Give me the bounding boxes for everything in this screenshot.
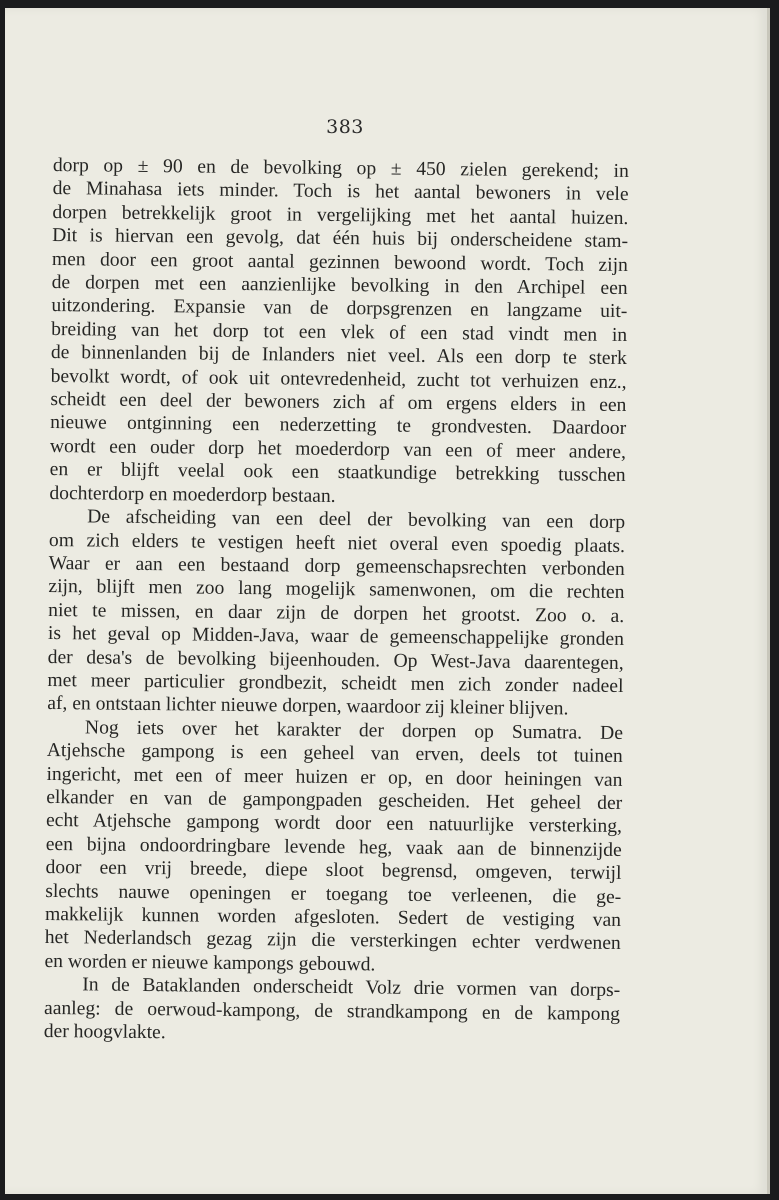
text-line: Atjehsche gampong is een geheel van erven, deels tot tuinen (46, 740, 623, 768)
text-line: om zich elders te vestigen heeft niet overal even spoedig plaats. (48, 529, 626, 557)
text-line: de binnenlanden bij de Inlanders niet veel. Als een dorp te sterk (50, 342, 627, 370)
body-text (44, 154, 629, 1049)
text-line: slechts nauwe openingen er toegang toe verleenen, die ge- (45, 880, 622, 908)
text-line: scheidt een deel der bewoners zich af om ergens elders in een (50, 389, 627, 417)
text-line: Dit is hiervan een gevolg, dat één huis bij onderscheidene stam- (52, 225, 629, 253)
text-line: en er blijft veelal ook een staatkundige betrekking tusschen (49, 459, 626, 487)
text-line: wordt een ouder dorp het moederdorp van een of meer andere, (49, 435, 627, 463)
text-line: door een vrij breede, diepe sloot begrensd, omgeven, terwijl (45, 857, 622, 885)
text-line: Nog iets over het karakter der dorpen op Sumatra. De (84, 717, 624, 744)
text-line: der hoogvlakte. (43, 1020, 166, 1044)
text-line: bevolkt wordt, of ook uit ontevredenheid, zucht tot verhuizen enz., (50, 365, 627, 393)
book-page (5, 8, 770, 1194)
text-line: breiding van het dorp tot een vlek of een stad vindt men in (51, 318, 628, 346)
text-line: elkander en van de gampongpaden gescheiden. Het geheel der (46, 786, 623, 814)
text-line: De afscheiding van een deel der bevolking van een dorp (87, 506, 626, 534)
text-line: dorp op ± 90 en de bevolking op ± 450 zielen gerekend; in (52, 154, 629, 183)
text-line: af, en ontstaan lichter nieuwe dorpen, waardoor zij kleiner blijven. (47, 693, 569, 720)
text-line: der desa's de bevolking bijeenhouden. Op West-Java daarentegen, (47, 646, 624, 674)
text-line: met meer particulier grondbezit, scheidt men zich zonder nadeel (47, 669, 624, 697)
text-line: echt Atjehsche gampong wordt door een natuurlijke versterking, (45, 810, 623, 838)
text-line: dochterdorp en moederdorp bestaan. (49, 482, 336, 507)
text-line: In de Bataklanden onderscheidt Volz drie vormen van dorps- (82, 974, 621, 1002)
text-line: men door een groot aantal gezinnen bewoond wordt. Toch zijn (51, 248, 628, 276)
text-line: een bijna ondoordringbare levende heg, vaak aan de binnenzijde (45, 833, 622, 861)
text-line: niet te missen, en daar zijn de dorpen het grootst. Zoo o. a. (48, 599, 625, 627)
text-line: aanleg: de oerwoud-kampong, de strandkampong en de kampong (43, 997, 621, 1025)
text-line: nieuwe ontginning een nederzetting te grondvesten. Daardoor (50, 412, 627, 440)
text-line: uitzondering. Expansie van de dorpsgrenzen en langzame uit- (51, 295, 628, 323)
text-line: het Nederlandsch gezag zijn die versterkingen echter verdwenen (44, 927, 621, 955)
text-line: Waar er aan een bestaand dorp gemeenschapsrechten verbonden (48, 552, 625, 580)
page-number: 383 (326, 116, 364, 138)
text-line: makkelijk kunnen worden afgesloten. Sedert de vestiging van (44, 903, 622, 931)
text-line: zijn, blijft men zoo lang mogelijk samenwonen, om die rechten (48, 576, 625, 604)
text-line: ingericht, met een of meer huizen er op, en door heiningen van (46, 763, 623, 791)
text-line: is het geval op Midden-Java, waar de gemeenschappelijke gronden (47, 623, 625, 651)
text-line: de Minahasa iets minder. Toch is het aantal bewoners in vele (52, 178, 629, 206)
text-line: en worden er nieuwe kampongs gebouwd. (44, 950, 376, 976)
text-line: de dorpen met een aanzienlijke bevolking in den Archipel een (51, 272, 628, 300)
text-line: dorpen betrekkelijk groot in vergelijking met het aantal huizen. (52, 201, 629, 229)
